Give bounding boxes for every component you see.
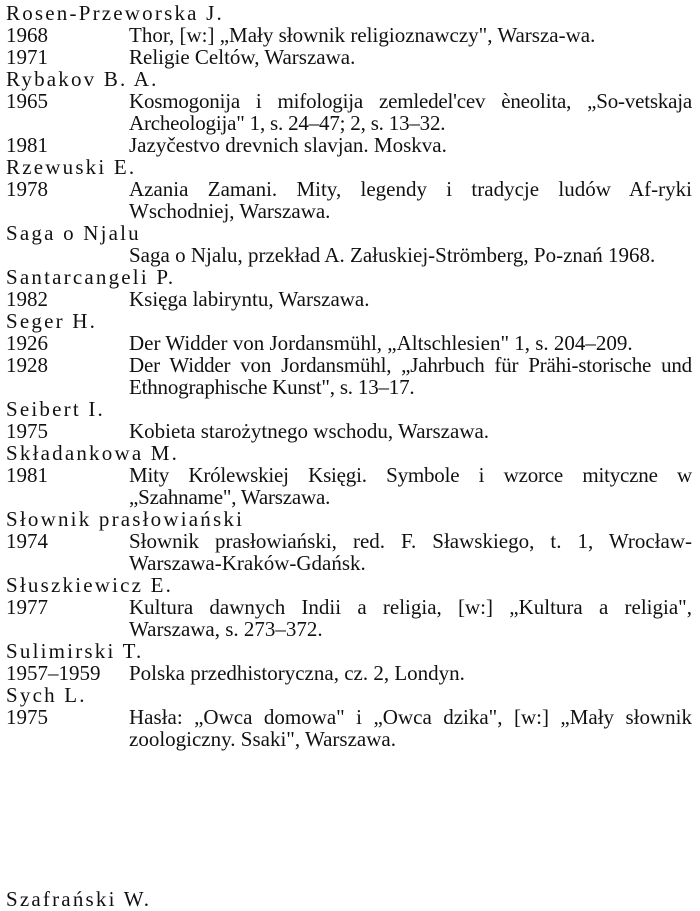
entry-year: 1957–1959	[6, 661, 101, 685]
entry-text: Hasła: „Owca domowa" i „Owca dzika", [w:] „Mały słownik zoologiczny. Ssaki", Warszawa.	[129, 705, 692, 751]
bibliography-entry	[6, 244, 692, 266]
entry-text: Księga labiryntu, Warszawa.	[129, 287, 370, 311]
entry-year: 1978	[6, 177, 48, 201]
author-heading: Rybakov B. A.	[6, 67, 159, 91]
bibliography-entry	[6, 420, 692, 442]
entry-text: Religie Celtów, Warszawa.	[129, 45, 356, 69]
author-heading: Sulimirski T.	[6, 639, 144, 663]
entry-year: 1975	[6, 705, 48, 729]
entry-year: 1977	[6, 595, 48, 619]
author-heading: Rosen-Przeworska J.	[6, 1, 224, 25]
author-heading: Słuszkiewicz E.	[6, 573, 174, 597]
entry-text: Kobieta starożytnego wschodu, Warszawa.	[129, 419, 490, 443]
entry-year: 1975	[6, 419, 48, 443]
entry-text: Jazyčestvo drevnich slavjan. Moskva.	[129, 133, 447, 157]
author-heading: Saga o Njalu	[6, 221, 141, 245]
bibliography-entry	[6, 24, 692, 46]
bibliography-entry	[6, 530, 692, 574]
entry-year: 1926	[6, 331, 48, 355]
bibliography-entry	[6, 288, 692, 310]
entry-year: 1981	[6, 133, 48, 157]
entry-year: 1965	[6, 89, 48, 113]
author-heading: Seibert I.	[6, 397, 105, 421]
author-heading: Słownik prasłowiański	[6, 507, 245, 531]
entry-year: 1982	[6, 287, 48, 311]
entry-text: Mity Królewskiej Księgi. Symbole i wzorce mityczne w „Szahname", Warszawa.	[129, 463, 692, 509]
entry-year: 1971	[6, 45, 48, 69]
cut-off-author-heading: Szafrański W.	[6, 887, 152, 911]
entry-text: Der Widder von Jordansmühl, „Jahrbuch für Prähi-storische und Ethnographische Kunst", s. 13–17.	[129, 353, 692, 399]
entry-year: 1981	[6, 463, 48, 487]
author-heading: Seger H.	[6, 309, 98, 333]
author-heading: Santarcangeli P.	[6, 265, 176, 289]
bibliography-entry	[6, 178, 692, 222]
bibliography-entry	[6, 354, 692, 398]
bibliography-entry	[6, 596, 692, 640]
bibliography-entry	[6, 46, 692, 68]
author-heading: Sych L.	[6, 683, 87, 707]
entry-text: Kultura dawnych Indii a religia, [w:] „Kultura a religia", Warszawa, s. 273–372.	[129, 595, 692, 641]
entry-text: Kosmogonija i mifologija zemledel'cev ènеolita, „So-vetskaja Archeologija" 1, s. 24–47; 2, s. 13–32.	[129, 89, 692, 135]
entry-year: 1974	[6, 529, 48, 553]
entry-text: Polska przedhistoryczna, cz. 2, Londyn.	[129, 661, 465, 685]
entry-text: Azania Zamani. Mity, legendy i tradycje ludów Af-ryki Wschodniej, Warszawa.	[129, 177, 692, 223]
bibliography-entry	[6, 134, 692, 156]
entry-year: 1968	[6, 23, 48, 47]
entry-text: Słownik prasłowiański, red. F. Sławskiego, t. 1, Wrocław-Warszawa-Kraków-Gdańsk.	[129, 529, 692, 575]
entry-year: 1928	[6, 353, 48, 377]
entry-text: Saga o Njalu, przekład A. Załuskiej-Strömberg, Po-znań 1968.	[129, 243, 656, 267]
entry-text: Der Widder von Jordansmühl, „Altschlesien" 1, s. 204–209.	[129, 331, 633, 355]
author-heading: Składankowa M.	[6, 441, 180, 465]
bibliography-entry	[6, 662, 692, 684]
bibliography-entry	[6, 706, 692, 750]
bibliography-entry	[6, 464, 692, 508]
bibliography-page	[6, 2, 692, 750]
bibliography-entry	[6, 90, 692, 134]
bibliography-entry	[6, 332, 692, 354]
author-heading: Rzewuski E.	[6, 155, 137, 179]
entry-text: Thor, [w:] „Mały słownik religioznawczy", Warsza-wa.	[129, 23, 596, 47]
